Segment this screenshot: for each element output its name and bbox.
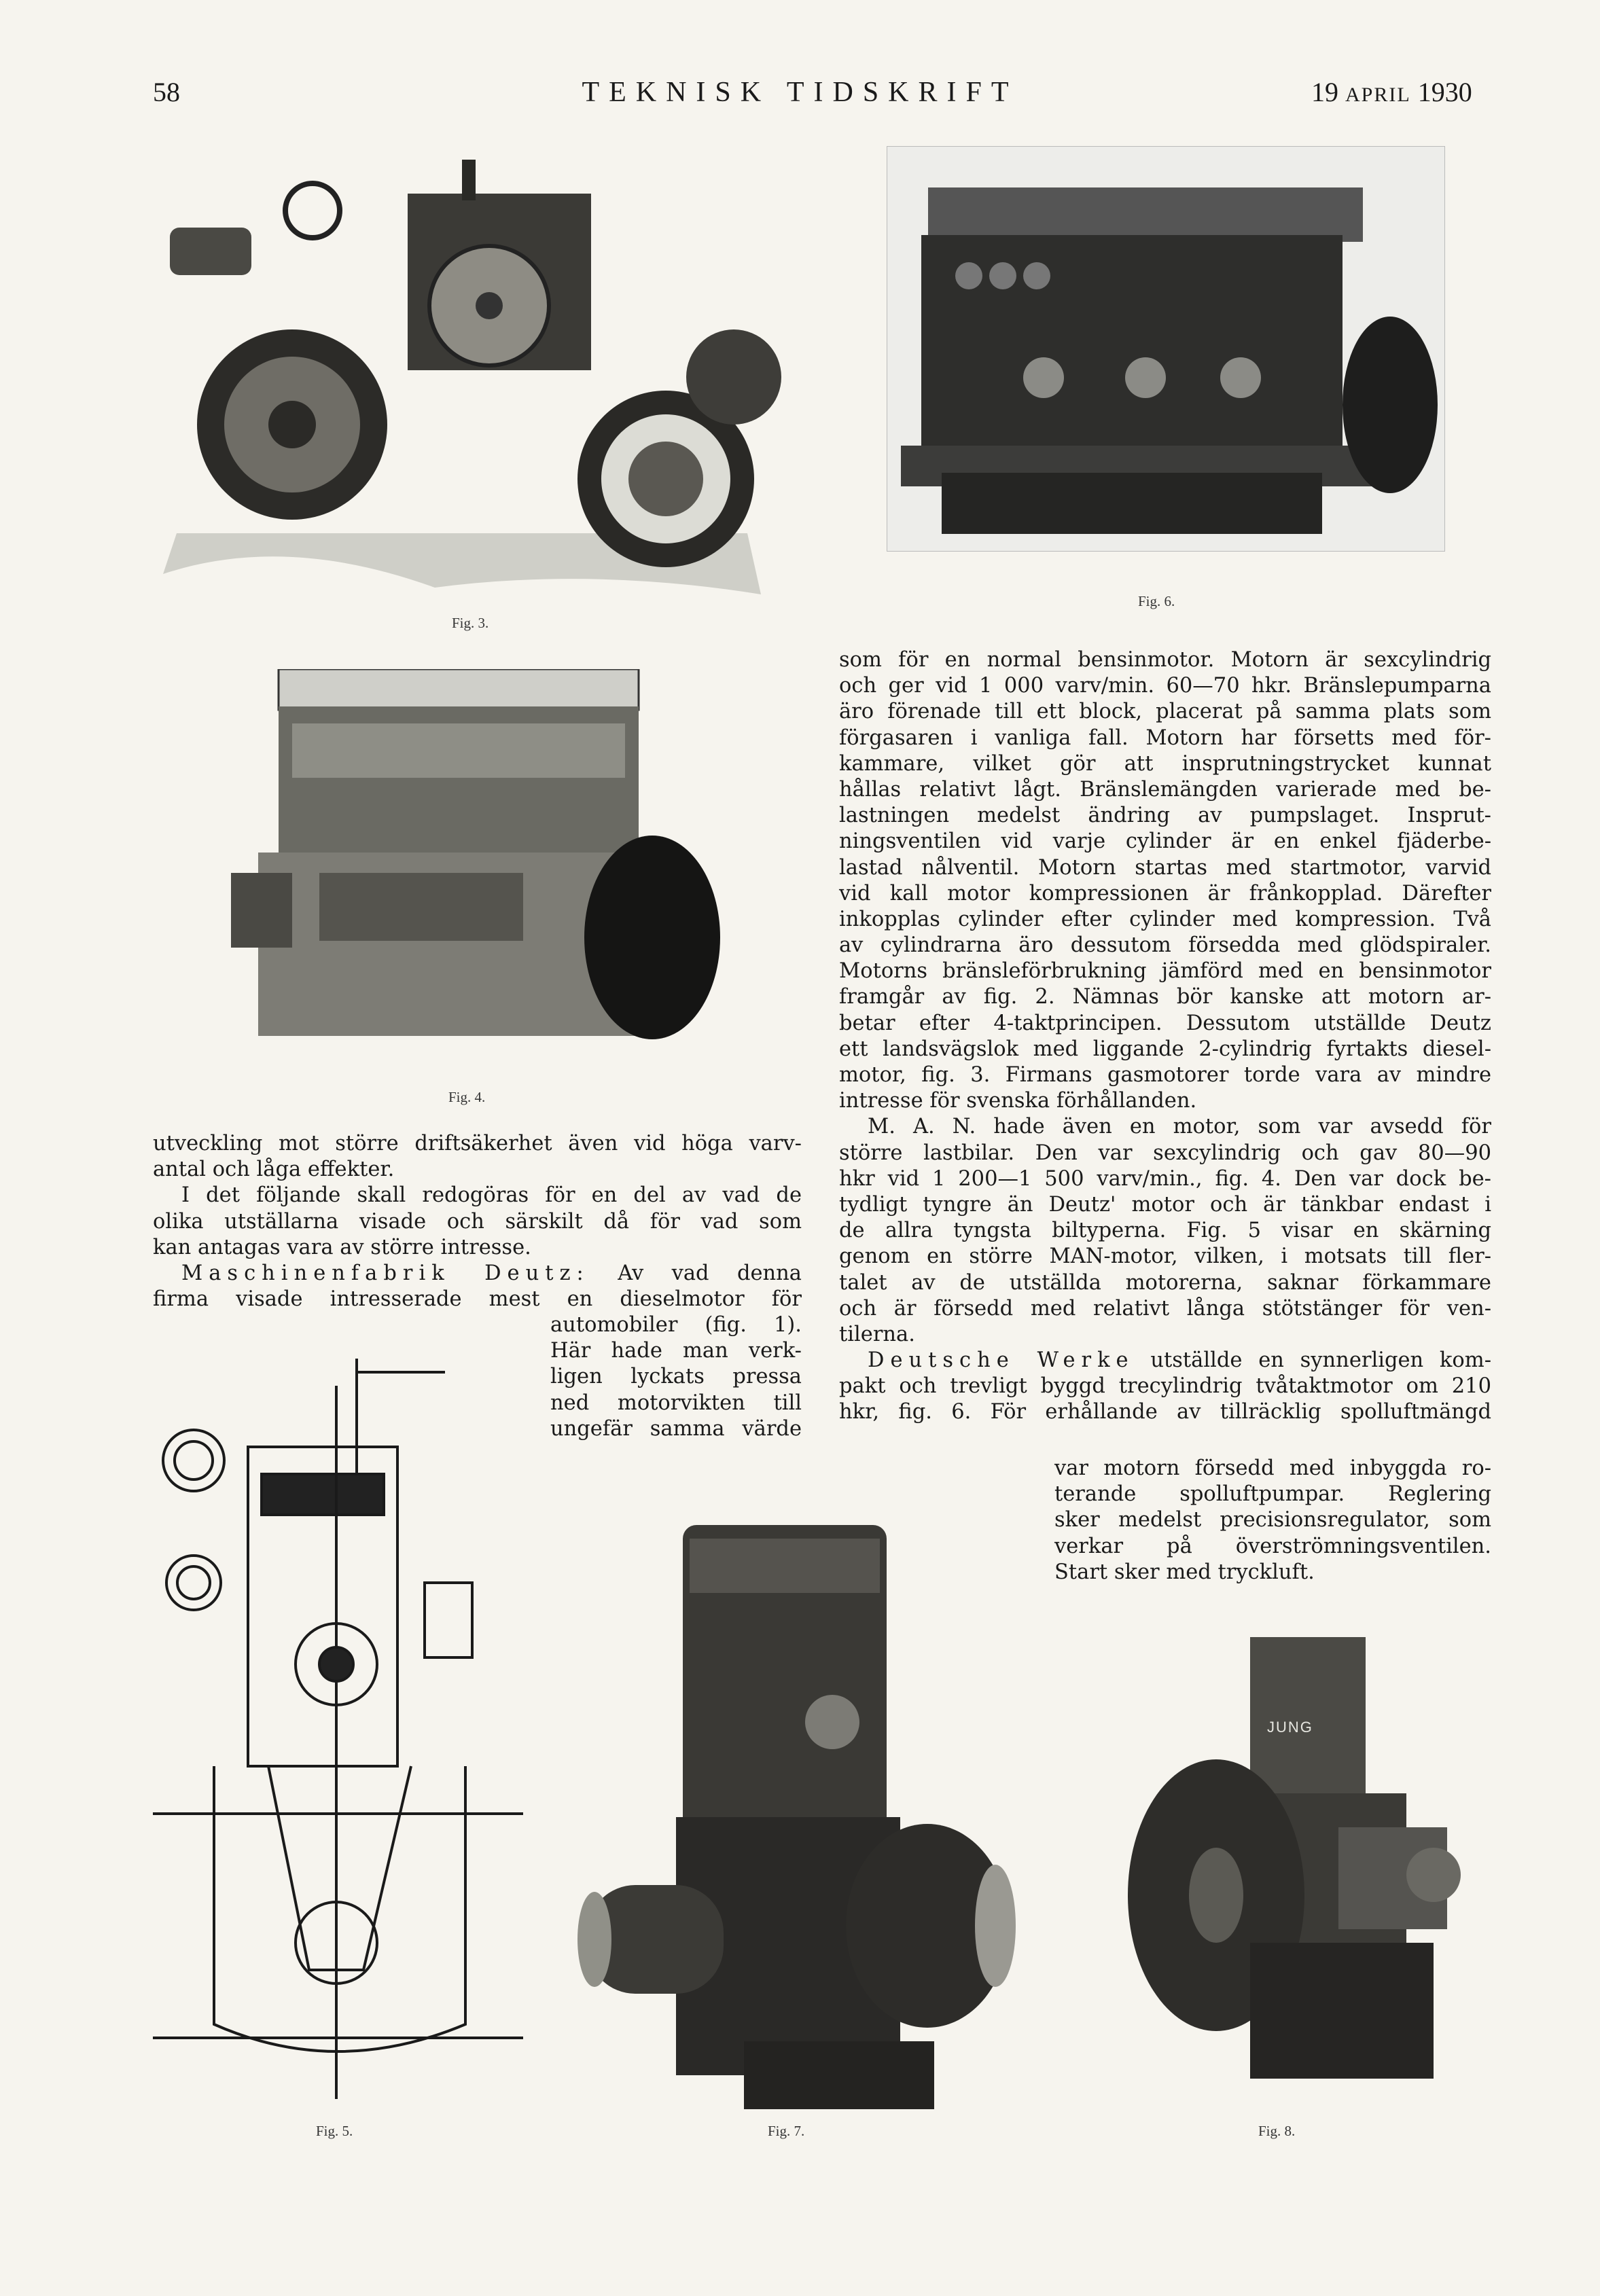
fig8-caption: Fig. 8. <box>1258 2123 1296 2139</box>
text-line: de allra tyngsta biltyperna. Fig. 5 visar en skärning <box>839 1219 1491 1243</box>
text-line: och ger vid 1 000 varv/min. 60—70 hkr. Bränslepumparna <box>839 674 1491 698</box>
text-line: kan antagas vara av större intresse. <box>153 1235 531 1259</box>
text-line: utveckling mot större driftsäkerhet även vid höga varv- <box>153 1132 802 1155</box>
text-line: intresse för svenska förhållanden. <box>839 1089 1197 1113</box>
text-line: Start sker med tryckluft. <box>1054 1560 1315 1584</box>
text-line: verkar på överströmningsventilen. <box>1054 1534 1491 1558</box>
text-line: och är försedd med relativt långa stötstänger för ven- <box>839 1296 1491 1321</box>
text-line: ungefär samma värde <box>550 1416 802 1441</box>
text-line: förgasaren i vanliga fall. Motorn har försetts med för- <box>839 725 1491 750</box>
fig8-logo: JUNG <box>1267 1719 1313 1736</box>
fig7-photo <box>574 1518 1023 2109</box>
text-line: framgår av fig. 2. Nämnas bör kanske att motorn ar- <box>839 985 1491 1009</box>
text-line <box>839 1348 1491 1374</box>
right-column-text <box>839 647 1491 1426</box>
text-line: tydligt tyngre än Deutz' motor och är tänkbar endast i <box>839 1192 1491 1217</box>
issue-date <box>1311 76 1472 108</box>
text-line: större lastbilar. Den var sexcylindrig och gav 80—90 <box>839 1141 1491 1165</box>
text-line: I det följande skall redogöras för en del av vad de <box>181 1183 802 1208</box>
fig4-caption: Fig. 4. <box>448 1089 486 1105</box>
text-line: Här hade man verk- <box>550 1339 802 1363</box>
date-month: APRIL <box>1345 84 1411 106</box>
date-day: 19 <box>1311 77 1338 107</box>
fig8-photo <box>1114 1637 1474 2079</box>
text-line: hållas relativt lågt. Bränslemängden varierade med be- <box>839 777 1491 802</box>
left-wrap-text <box>550 1312 802 1442</box>
fig4-photo <box>217 669 741 1050</box>
deutsche-werke-heading-rest: utställde en synnerligen kom- <box>1150 1348 1491 1373</box>
text-line: terande spolluftpumpar. Reglering <box>1054 1482 1491 1507</box>
text-line <box>153 1261 802 1287</box>
left-column-text <box>153 1131 802 1312</box>
text-line: motor, fig. 3. Firmans gasmotorer torde vara av mindre <box>839 1063 1491 1087</box>
fig5-caption: Fig. 5. <box>316 2123 353 2139</box>
text-line: Motorns bränsleförbrukning jämförd med en bensinmotor <box>839 959 1491 984</box>
deutz-heading: Maschinenfabrik Deutz: <box>181 1261 590 1285</box>
text-line: ningsventilen vid varje cylinder är en enkel fjäderbe- <box>839 829 1491 854</box>
text-line: ligen lyckats pressa <box>550 1365 802 1389</box>
text-line: genom en större MAN-motor, vilken, i motsats till fler- <box>839 1244 1491 1269</box>
text-line: kammare, vilket gör att insprutningstrycket kunnat <box>839 751 1491 776</box>
text-line: M. A. N. hade även en motor, som var avsedd för <box>868 1115 1491 1139</box>
text-line: lastad nålventil. Motorn startas med startmotor, varvid <box>839 855 1491 880</box>
text-line: sker medelst precisionsregulator, som <box>1054 1508 1491 1532</box>
text-line: olika utställarna visade och särskilt då för vad som <box>153 1209 802 1234</box>
text-line: ett landsvägslok med liggande 2-cylindrig fyrtakts diesel- <box>839 1037 1491 1061</box>
fig6-photo <box>887 146 1445 552</box>
fig6-caption: Fig. 6. <box>1138 593 1175 609</box>
text-line: hkr vid 1 200—1 500 varv/min., fig. 4. Den var dock be- <box>839 1166 1491 1191</box>
text-line: automobiler (fig. 1). <box>550 1313 802 1337</box>
fig5-drawing <box>153 1359 523 2106</box>
text-line: som för en normal bensinmotor. Motorn är sexcylindrig <box>839 648 1491 672</box>
text-line: talet av de utställda motorerna, saknar förkammare <box>839 1270 1491 1295</box>
text-line: äro förenade till ett block, placerat på samma plats som <box>839 700 1491 724</box>
text-line: vid kall motor kompressionen är frånkopplad. Därefter <box>839 881 1491 905</box>
date-year: 1930 <box>1417 77 1472 107</box>
right-wrap-text <box>1054 1456 1491 1585</box>
text-line: betar efter 4-taktprincipen. Dessutom utställde Deutz <box>839 1011 1491 1035</box>
text-line: tilerna. <box>839 1322 915 1346</box>
text-line: antal och låga effekter. <box>153 1158 395 1182</box>
deutz-heading-rest: Av vad denna <box>618 1261 802 1285</box>
text-line: inkopplas cylinder efter cylinder med kompression. Två <box>839 907 1491 931</box>
deutsche-werke-heading: Deutsche Werke <box>868 1348 1135 1373</box>
text-line: firma visade intresserade mest en dieselmotor för <box>153 1287 802 1312</box>
fig3-photo <box>149 153 788 601</box>
text-line: lastningen medelst ändring av pumpslaget. Insprut- <box>839 804 1491 828</box>
fig3-caption: Fig. 3. <box>452 615 489 631</box>
fig7-caption: Fig. 7. <box>768 2123 805 2139</box>
journal-title: TEKNISK TIDSKRIFT <box>582 77 1018 108</box>
text-line: var motorn försedd med inbyggda ro- <box>1054 1456 1491 1480</box>
text-line: hkr, fig. 6. För erhållande av tillräcklig spolluftmängd <box>839 1400 1491 1424</box>
text-line: ned motorvikten till <box>550 1391 802 1415</box>
text-line: av cylindrarna äro dessutom försedda med glödspiraler. <box>839 933 1491 958</box>
page-number: 58 <box>153 77 180 107</box>
text-line: pakt och trevligt byggd trecylindrig tvåtaktmotor om 210 <box>839 1374 1491 1399</box>
